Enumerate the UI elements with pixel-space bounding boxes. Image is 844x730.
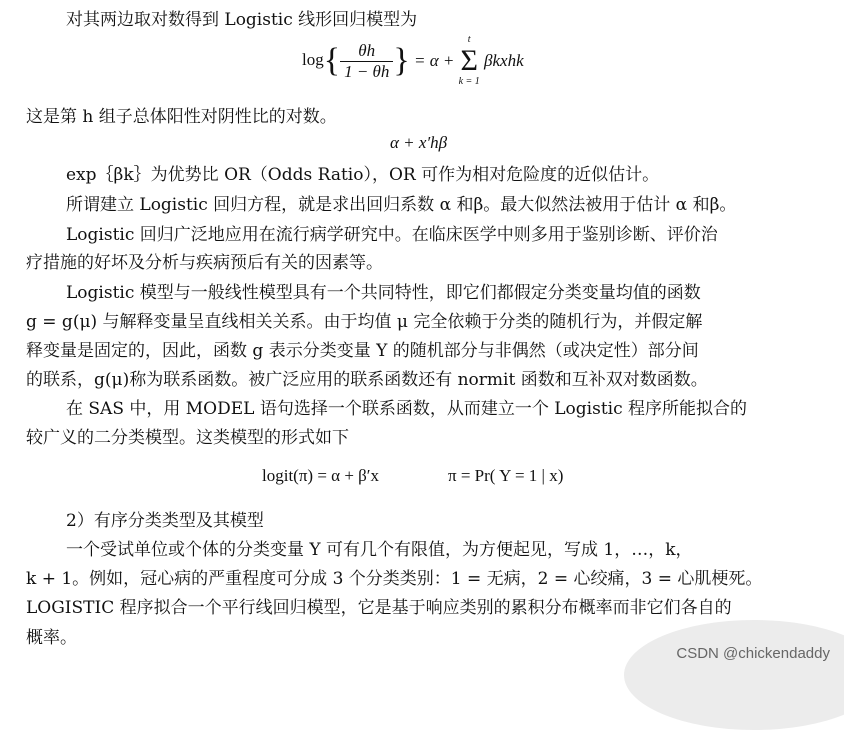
text-line: 所谓建立 Logistic 回归方程，就是求出回归系数 α 和β。最大似然法被用于估计 α 和β。 xyxy=(66,195,737,215)
formula-log: log xyxy=(302,49,324,69)
formula-numerator: θh xyxy=(340,41,393,62)
text-line: Logistic 模型与一般线性模型具有一个共同特性，即它们都假定分类变量均值的函数 xyxy=(66,283,701,303)
formula-denominator: 1 − θh xyxy=(344,61,390,81)
formula-sum xyxy=(459,34,480,88)
formula-sum-lower: k = 1 xyxy=(458,76,480,87)
watermark: CSDN @chickendaddy xyxy=(676,645,830,662)
formula-rhs: = α + xyxy=(413,51,459,70)
text-line: 一个受试单位或个体的分类变量 Y 可有几个有限值，为方便起见，写成 1，…，k， xyxy=(66,540,693,560)
text-line: 这是第 h 组子总体阳性对阴性比的对数。 xyxy=(26,107,337,127)
text-line: g = g(μ) 与解释变量呈直线相关关系。由于均值 μ 完全依赖于分类的随机行为，并假定解 xyxy=(26,312,703,332)
formula-term: βkxhk xyxy=(484,51,524,70)
text-line: 较广义的二分类模型。这类模型的形式如下 xyxy=(26,428,349,448)
formula-sum-sigma: Σ xyxy=(460,44,478,77)
text-line: 在 SAS 中，用 MODEL 语句选择一个联系函数，从而建立一个 Logistic 程序所能拟合的 xyxy=(66,399,748,419)
formula-linear-predictor: α + x′hβ xyxy=(390,133,448,152)
formula-fraction xyxy=(340,41,393,82)
text-line: 对其两边取对数得到 Logistic 线形回归模型为 xyxy=(66,10,418,30)
text-line: exp｛βk｝为优势比 OR（Odds Ratio），OR 可作为相对危险度的近似估计。 xyxy=(66,165,660,185)
formula-logit-pi: logit(π) = α + β′x xyxy=(262,466,380,485)
text-line: 疗措施的好坏及分析与疾病预后有关的因素等。 xyxy=(26,253,383,273)
formula-probability: π = Pr( Y = 1 | x) xyxy=(448,466,564,485)
text-line: LOGISTIC 程序拟合一个平行线回归模型，它是基于响应类别的累积分布概率而非它们各自的 xyxy=(26,598,732,618)
formula-logit-model: log{ $\frac{\theta h}{1 - \theta h}$ } = α + t Σ k = 1 βkxhk xyxy=(302,34,524,87)
text-line: k + 1。例如，冠心病的严重程度可分成 3 个分类类别：1 = 无病，2 = 心绞痛，3 = 心肌梗死。 xyxy=(26,569,763,589)
text-line: 概率。 xyxy=(26,628,77,648)
text-line: 释变量是固定的，因此，函数 g 表示分类变量 Y 的随机部分与非偶然（或决定性）部分间 xyxy=(26,341,699,361)
section-heading: 2）有序分类类型及其模型 xyxy=(66,511,264,531)
text-line: Logistic 回归广泛地应用在流行病学研究中。在临床医学中则多用于鉴别诊断、评价治 xyxy=(66,225,718,245)
formula-sum-upper: t xyxy=(467,34,471,45)
corner-shade xyxy=(624,620,844,730)
text-line: 的联系，g(μ)称为联系函数。被广泛应用的联系函数还有 normit 函数和互补双对数函数。 xyxy=(26,370,708,390)
